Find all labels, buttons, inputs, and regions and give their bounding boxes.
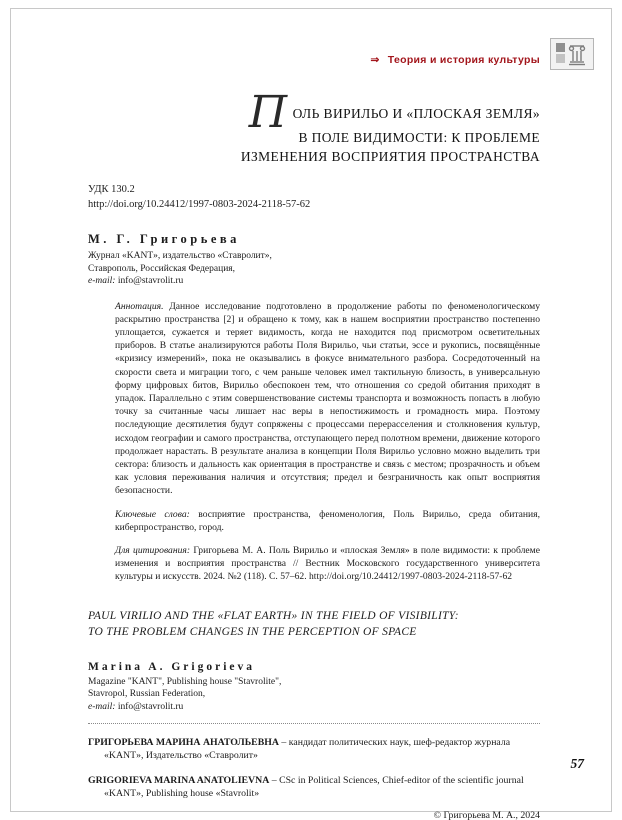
author-name-ru: М. Г. Григорьева — [88, 232, 240, 246]
affiliation-line-1: Журнал «KANT», издательство «Ставролит», — [88, 251, 272, 261]
abstract-label: Аннотация. — [115, 300, 164, 312]
article-meta — [88, 182, 540, 212]
bio-ru-text: – кандидат политических наук, шеф-редактор журнала «KANT», Издательство «Ставролит» — [104, 737, 511, 762]
bio-ru-name: ГРИГОРЬЕВА МАРИНА АНАТОЛЬЕВНА — [88, 737, 279, 749]
bio-ru — [88, 736, 540, 762]
page-number: 57 — [570, 756, 584, 771]
title-en-line-1: PAUL VIRILIO AND THE «FLAT EARTH» IN THE FIELD OF VISIBILITY: — [88, 609, 459, 622]
author-affiliation-en — [88, 676, 540, 714]
email-link-en[interactable]: info@stavrolit.ru — [117, 701, 184, 712]
email-label: e-mail: — [88, 276, 116, 286]
title-en-line-2: TO THE PROBLEM CHANGES IN THE PERCEPTION OF SPACE — [88, 626, 417, 639]
title-line-3: ИЗМЕНЕНИЯ ВОСПРИЯТИЯ ПРОСТРАНСТВА — [240, 149, 540, 164]
section-title: Теория и история культуры — [387, 54, 540, 66]
affiliation-line-2: Ставрополь, Российская Федерация, — [88, 263, 236, 274]
keywords-paragraph — [115, 508, 540, 534]
affiliation-en-line-1: Magazine "KANT", Publishing house "Stavrolite", — [88, 676, 282, 687]
affiliation-en-email-line — [88, 701, 540, 714]
citation-label: Для цитирования: — [115, 544, 191, 556]
abstract-paragraph — [115, 300, 540, 498]
article-title-ru — [88, 87, 540, 166]
affiliation-email-line — [88, 275, 540, 288]
author-affiliation-ru — [88, 250, 540, 288]
title-line-1-text: ОЛЬ ВИРИЛЬО И «ПЛОСКАЯ ЗЕМЛЯ» — [292, 105, 540, 121]
title-line-2: В ПОЛЕ ВИДИМОСТИ: К ПРОБЛЕМЕ — [298, 130, 540, 145]
citation-text: Григорьева М. А. Поль Вирильо и «плоская Земля» в поле видимости: к проблеме изменения и восприятия пространства // Вестник Московского государственного университета культуры и искусств. 2024. №2 (118). С. 57–62. http://doi.org/10.24412/1997-0803-2024-2118-57-62 — [115, 544, 540, 583]
keywords-label: Ключевые слова: — [115, 508, 190, 520]
copyright-line: © Григорьева М. А., 2024 — [433, 810, 540, 820]
bio-en-name: GRIGORIEVA MARINA ANATOLIEVNA — [88, 775, 270, 787]
email-label-en: e-mail: — [88, 701, 116, 712]
email-link-ru[interactable]: info@stavrolit.ru — [117, 276, 184, 286]
dotted-divider — [88, 723, 540, 724]
bio-en — [88, 774, 540, 800]
keywords-text: восприятие пространства, феноменология, Поль Вирильо, среда обитания, киберпространство, город. — [115, 508, 540, 533]
author-name-en: Marina A. Grigorieva — [88, 660, 255, 673]
abstract-text: Данное исследование подготовлено в продолжение работы по феноменологическому раскрытию пространства [2] и обращено к тому, как в нашем восприятии пространство постепенно уплощается, сужается и теряет видимость, когда не находится под присмотром осветительных приборов. В статье анализируются работы Поля Вирильо, чьи статьи, эссе и рукопись, посвящённые «кризису измерений», пока не оказывались в фокусе внимательного разбора. Сосредоточенный на скорости света и миграции того, с чем раньше человек имел тактильную близость, в универсальную форму цифровых битов, Вирильо обеспокоен тем, что отношения со средой обитания приходят в упадок. Параллельно с этим совершенствование системы транспорта и возможность попасть в любую точку за считанные часы лишает нас веры в непостижимость и громадность мира. Поэтому последующие десятилетия будут сопряжены с процессами перерасселения и столкновения культур, исходом географии и самого пространства, отступающего перед полотном времени, движение которого продолжает нарастать. В результате анализа в концепции Поля Вирильо условно можно выделить три сектора: близость и дальность как ориентация в пространстве и связь с местом; прозрачность и объем как условия переживания наличия и отсутствия; предел и безграничность как опыт восприятия безопасности. — [115, 300, 540, 497]
affiliation-en-line-2: Stavropol, Russian Federation, — [88, 689, 206, 700]
article-title-en — [88, 608, 540, 641]
drop-cap-letter: П — [248, 87, 288, 138]
doi-link[interactable]: http://doi.org/10.24412/1997-0803-2024-2118-57-62 — [88, 199, 311, 210]
arrow-icon: ⇒ — [370, 54, 380, 66]
citation-paragraph — [115, 544, 540, 584]
section-header — [88, 54, 540, 66]
page-content — [10, 8, 612, 820]
udk-code: УДК 130.2 — [88, 184, 135, 195]
bio-en-text: – CSc in Political Sciences, Chief-editor of the scientific journal «KANT», Publishing house «Stavrolit» — [104, 775, 524, 800]
